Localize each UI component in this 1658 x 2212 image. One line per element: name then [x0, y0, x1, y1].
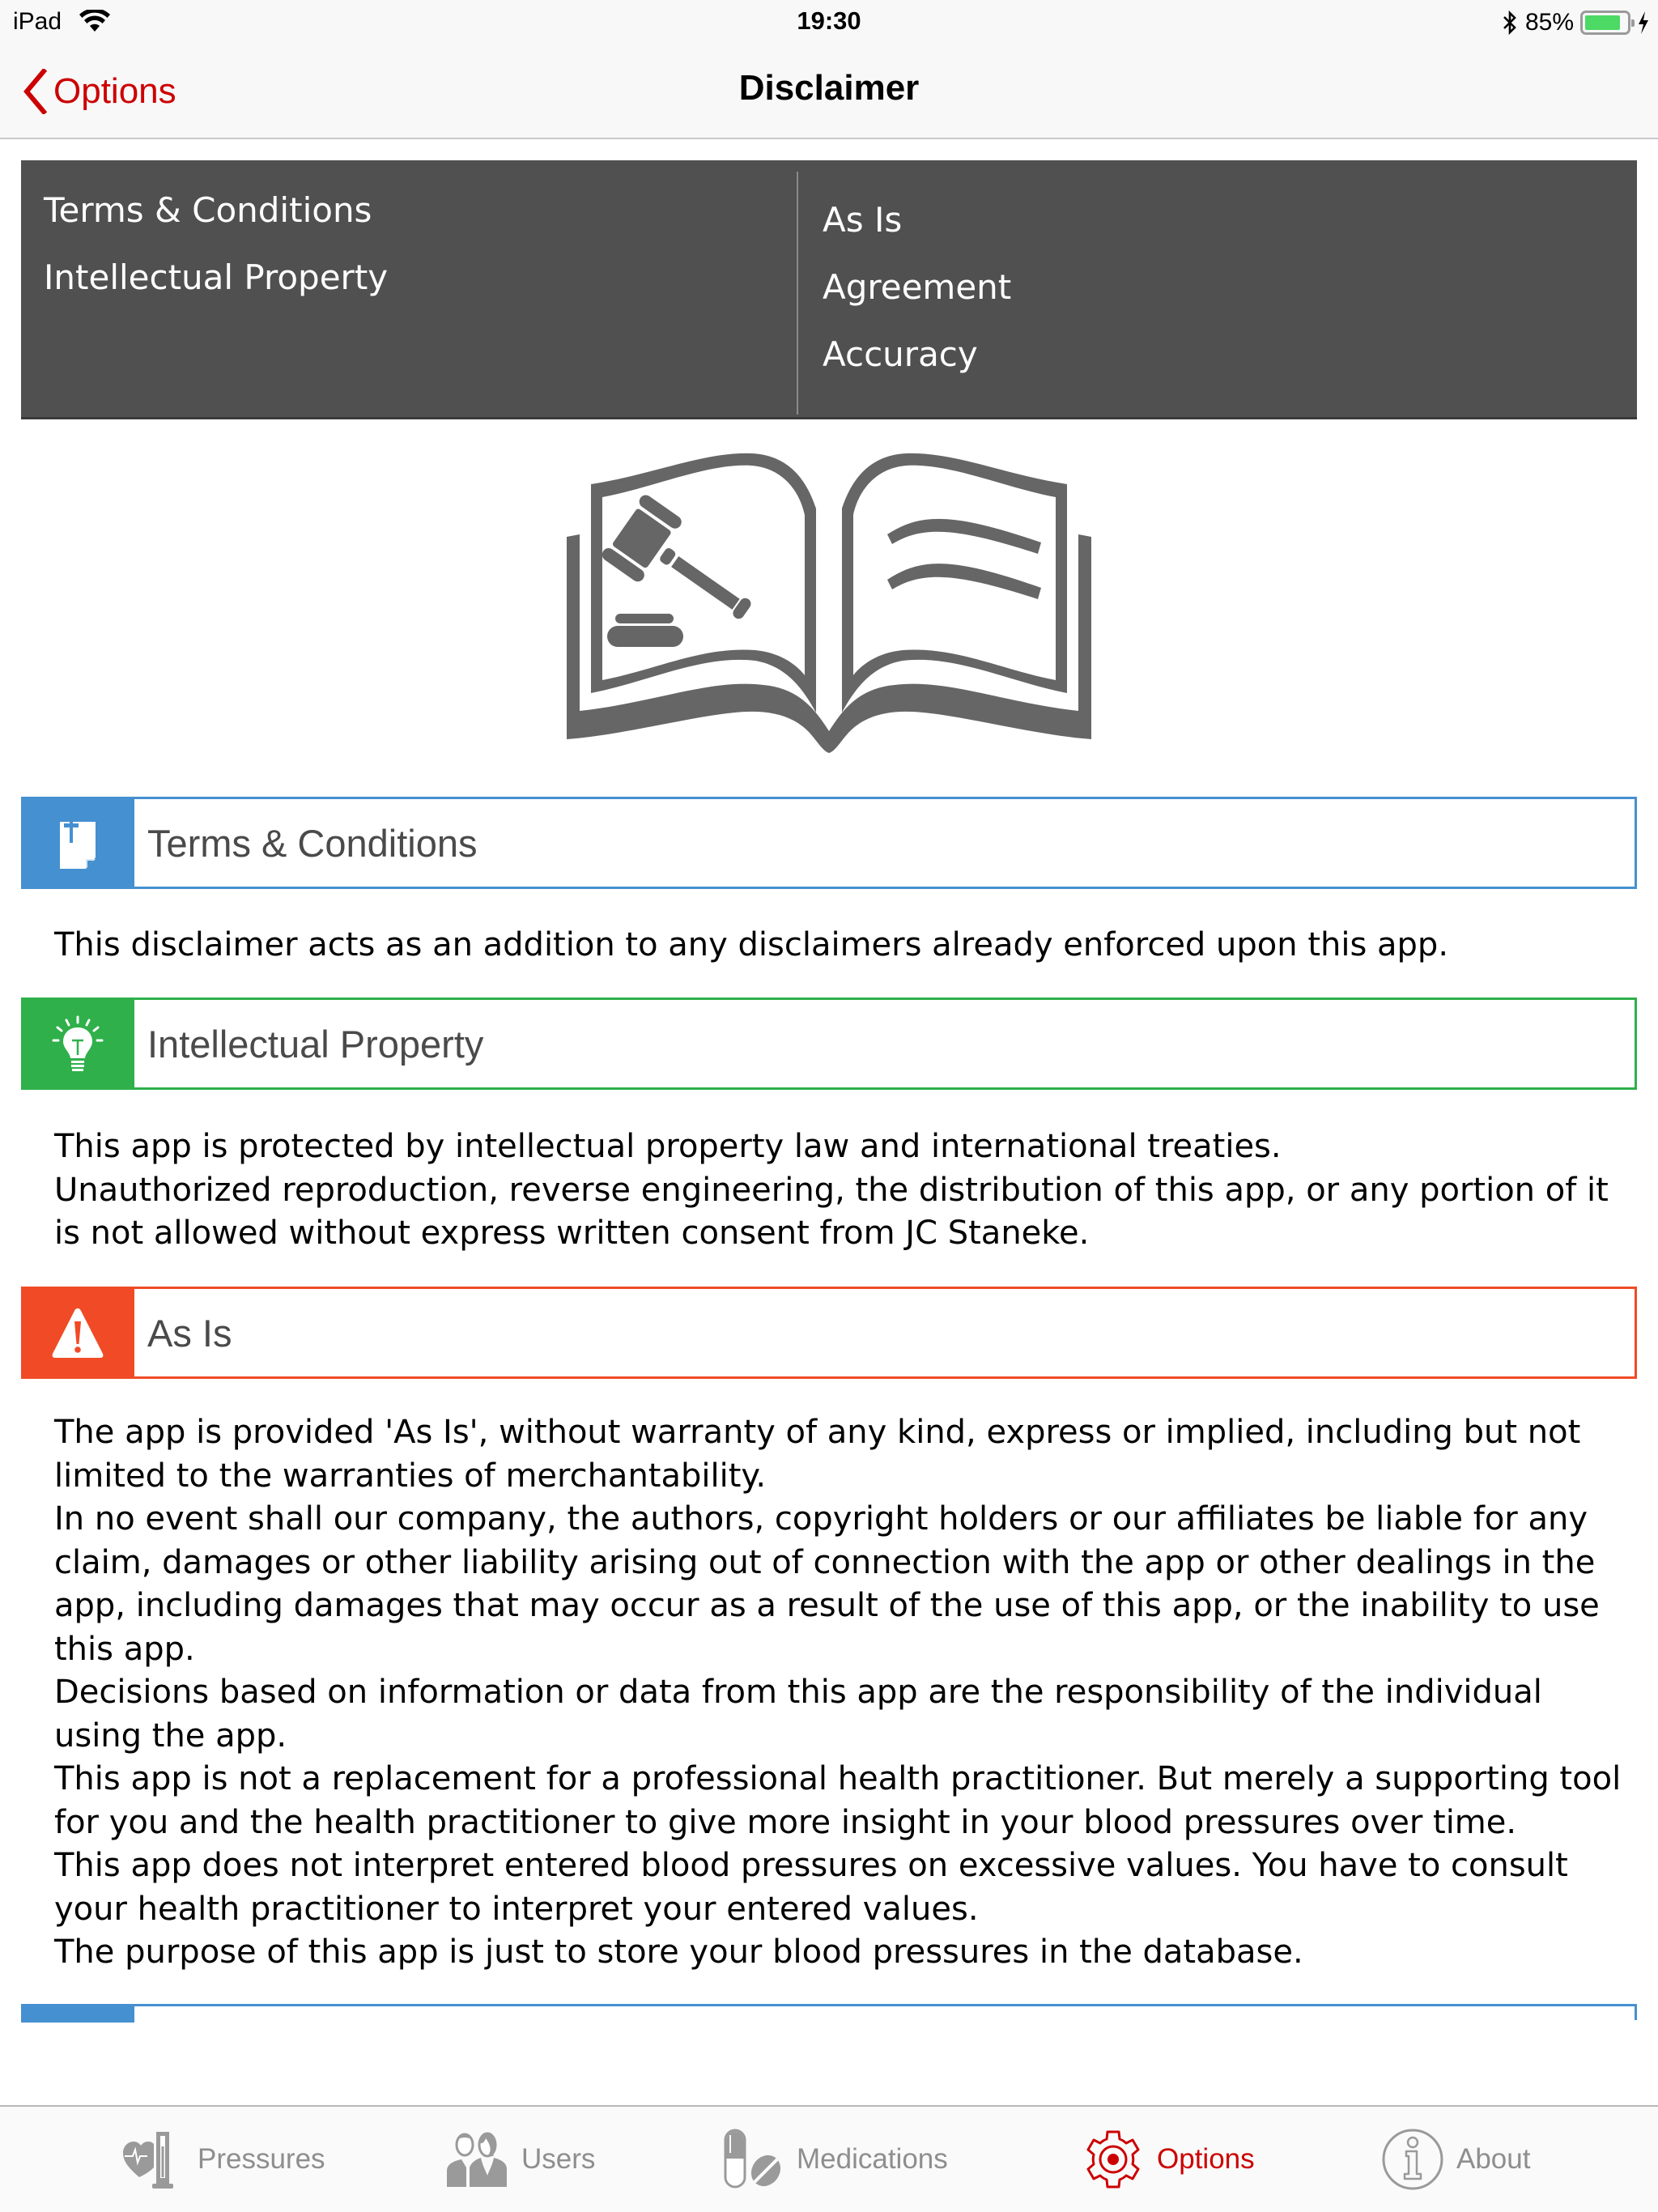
- section-title: Terms & Conditions: [147, 821, 478, 865]
- info-icon: [1380, 2129, 1445, 2190]
- section-header-terms: [21, 797, 1637, 889]
- index-column-left: [44, 177, 388, 311]
- tab-label: Users: [521, 2143, 596, 2175]
- battery-fill: [1585, 15, 1620, 30]
- paragraph: This app does not interpret entered blood pressures on excessive values. You have to consult your health practitioner to interpret your entered values.: [54, 1847, 1568, 1928]
- section-body-terms: [54, 924, 1625, 968]
- paragraph: The purpose of this app is just to store your blood pressures in the database.: [54, 1933, 1303, 1971]
- warning-icon: [49, 1304, 107, 1362]
- battery-percent: 85%: [1524, 9, 1574, 36]
- chevron-left-icon: [23, 69, 47, 114]
- battery-icon: [1580, 11, 1630, 35]
- tab-label: Pressures: [198, 2143, 325, 2175]
- paragraph: Decisions based on information or data from this app are the responsibility of the individual using the app.: [54, 1674, 1542, 1755]
- index-link-as-is[interactable]: As Is: [823, 200, 903, 240]
- back-button[interactable]: [23, 63, 176, 120]
- section-icon-box: [21, 998, 134, 1090]
- page-title: Disclaimer: [738, 68, 920, 108]
- index-link-intellectual-property[interactable]: Intellectual Property: [44, 257, 389, 297]
- bluetooth-icon: [1501, 10, 1519, 36]
- tab-options[interactable]: [1081, 2107, 1255, 2212]
- lightbulb-icon: [49, 1015, 107, 1073]
- navigation-bar: [0, 45, 1658, 139]
- tab-bar: [0, 2105, 1658, 2212]
- gear-icon: [1081, 2129, 1146, 2190]
- section-index: [21, 160, 1637, 419]
- back-button-label: Options: [53, 71, 176, 111]
- section-header-next-partial: [21, 2004, 1637, 2020]
- law-book-gavel-icon: [565, 452, 1093, 753]
- paragraph: This disclaimer acts as an addition to any disclaimers already enforced upon this app.: [54, 926, 1449, 963]
- paragraph: In no event shall our company, the authors, copyright holders or our affiliates be liable for any claim, damages or other liability arising out of connection with the app or other dealings in the app, including damages that may occur as a result of the use of this app, or the inability to use this app.: [54, 1500, 1600, 1668]
- pills-icon: [721, 2129, 785, 2190]
- section-header-intellectual-property: [21, 998, 1637, 1090]
- section-icon-box: [21, 1287, 134, 1379]
- tab-label: About: [1456, 2143, 1531, 2175]
- tab-label: Options: [1157, 2143, 1255, 2175]
- status-right: [1501, 6, 1650, 39]
- status-bar: [0, 0, 1658, 45]
- index-divider: [797, 172, 798, 415]
- users-icon: [445, 2129, 510, 2190]
- paragraph: This app is not a replacement for a professional health practitioner. But merely a supporting tool for you and the health practitioner to give more insight in your blood pressures over time.: [54, 1760, 1622, 1841]
- index-link-terms[interactable]: Terms & Conditions: [44, 190, 372, 230]
- section-title: As Is: [147, 1311, 232, 1355]
- section-icon-box: [21, 797, 134, 889]
- tab-users[interactable]: [445, 2107, 595, 2212]
- index-link-agreement[interactable]: Agreement: [823, 267, 1012, 307]
- tab-label: Medications: [797, 2143, 948, 2175]
- blood-pressure-icon: [121, 2129, 186, 2190]
- section-title: Intellectual Property: [147, 1022, 484, 1066]
- tab-about[interactable]: [1380, 2107, 1530, 2212]
- charging-bolt-icon: [1637, 11, 1650, 34]
- paragraph: The app is provided 'As Is', without warranty of any kind, express or implied, including but not limited to the warranties of merchantability.: [54, 1414, 1581, 1495]
- index-link-accuracy[interactable]: Accuracy: [823, 334, 978, 374]
- tab-medications[interactable]: [721, 2107, 948, 2212]
- paragraph: Unauthorized reproduction, reverse engineering, the distribution of this app, or any portion of it is not allowed without express written consent from JC Staneke.: [54, 1171, 1609, 1252]
- section-header-as-is: [21, 1287, 1637, 1379]
- pinned-note-icon: [49, 814, 107, 872]
- section-body-intellectual-property: [54, 1125, 1625, 1256]
- paragraph: This app is protected by intellectual property law and international treaties.: [54, 1128, 1282, 1165]
- tab-pressures[interactable]: [121, 2107, 325, 2212]
- index-column-right: [823, 186, 1011, 388]
- clock: 19:30: [797, 6, 861, 35]
- section-body-as-is: [54, 1411, 1625, 1975]
- section-icon-box: [21, 2004, 134, 2023]
- device-name: iPad: [13, 8, 62, 35]
